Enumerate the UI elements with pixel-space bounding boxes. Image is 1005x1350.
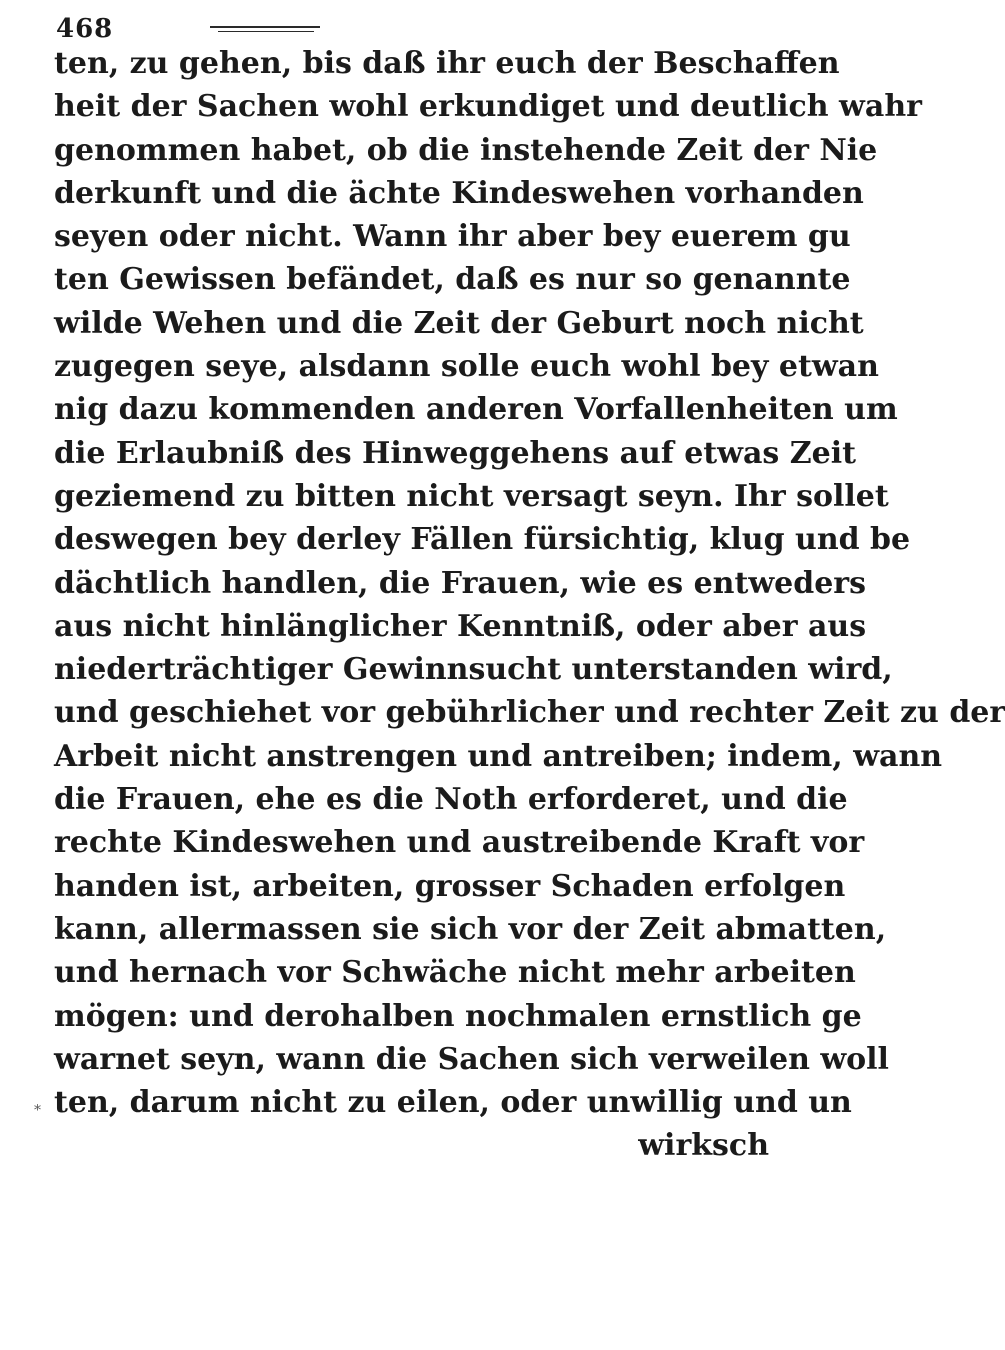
text-line: genommen habet, ob die instehende Zeit der Nie [54,132,878,168]
text-line: dächtlich handlen, die Frauen, wie es entweders [54,565,867,601]
text-line: die Frauen, ehe es die Noth erforderet, und die [54,782,848,818]
text-line: kann, allermassen sie sich vor der Zeit abmatten, [54,911,887,947]
catchword: wirksch [638,1128,769,1164]
text-line: rechte Kindeswehen und austreibende Kraft vor [54,825,865,861]
text-line: zugegen seye, alsdann solle euch wohl bey etwan [54,349,879,385]
margin-mark: ⁎ [34,1098,41,1114]
text-line: seyen oder nicht. Wann ihr aber bey euerem gu [54,219,851,255]
text-line: nig dazu kommenden anderen Vorfallenheiten um [54,392,898,428]
text-line: heit der Sachen wohl erkundiget und deutlich wahr [54,89,922,125]
text-line: derkunft und die ächte Kindeswehen vorhanden [54,175,864,211]
header-rule-thin [218,31,314,32]
text-line: aus nicht hinlänglicher Kenntniß, oder aber aus [54,608,867,644]
text-line: handen ist, arbeiten, grosser Schaden erfolgen [54,868,846,904]
text-line: und geschiehet vor gebührlicher und rechter Zeit zu der [54,695,1005,731]
text-line: geziemend zu bitten nicht versagt seyn. Ihr sollet [54,478,889,514]
text-line: die Erlaubniß des Hinweggehens auf etwas Zeit [54,435,856,471]
text-line: warnet seyn, wann die Sachen sich verweilen woll [54,1041,889,1077]
text-line: ten Gewissen befändet, daß es nur so genannte [54,262,851,298]
page-number: 468 [56,14,114,44]
text-line: niederträchtiger Gewinnsucht unterstanden wird, [54,652,893,688]
text-line: ten, zu gehen, bis daß ihr euch der Beschaffen [54,46,840,81]
text-line: ten, darum nicht zu eilen, oder unwillig und un [54,1085,852,1121]
text-line: deswegen bey derley Fällen fürsichtig, klug und be [54,522,911,558]
text-line: wilde Wehen und die Zeit der Geburt noch nicht [54,305,864,341]
text-line: Arbeit nicht anstrengen und antreiben; indem, wann [54,738,943,774]
text-line: und hernach vor Schwäche nicht mehr arbeiten [54,955,856,991]
text-line: mögen: und derohalben nochmalen ernstlich ge [54,998,862,1034]
header-rule [210,26,320,28]
body-text [54,42,1005,1168]
